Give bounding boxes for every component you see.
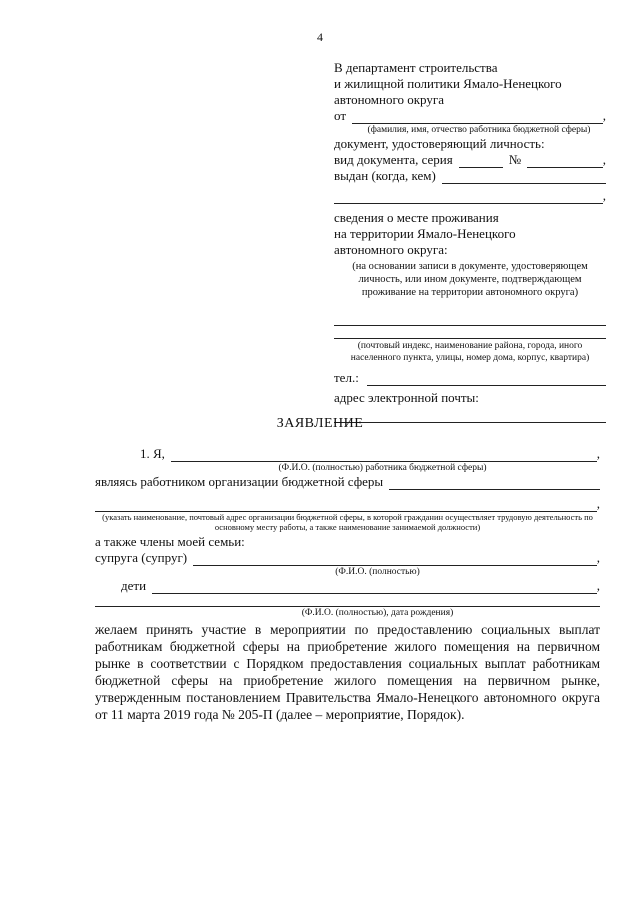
spouse-label: супруга (супруг) (95, 550, 188, 565)
email-label: адрес электронной почты: (334, 390, 479, 405)
number-sign: № (508, 152, 522, 167)
issued-row (334, 168, 606, 184)
phone-label: тел.: (334, 370, 359, 385)
addressee-block (334, 60, 606, 423)
family-label: а также члены моей семьи: (95, 534, 245, 549)
doc-type-label: вид документа, серия (334, 152, 453, 167)
address-caption: (почтовый индекс, наименование района, города, иного населенного пункта, улицы, номер дома, корпус, квартира) (350, 341, 590, 363)
children-field[interactable] (152, 581, 597, 594)
applicant-row (95, 446, 600, 462)
id-doc-label: документ, удостоверяющий личность: (334, 136, 545, 151)
spouse-field[interactable] (193, 553, 597, 566)
children-row (95, 578, 600, 594)
comma: , (602, 152, 606, 167)
document-title: ЗАЯВЛЕНИЕ (276, 416, 364, 431)
org-field[interactable] (389, 477, 600, 490)
children-label: дети (121, 578, 147, 593)
from-field[interactable] (352, 111, 603, 124)
item1-label: 1. Я, (140, 446, 165, 461)
addressee-line-1: В департамент строительства (334, 60, 498, 75)
comma: , (596, 496, 600, 511)
residence-line-3: автономного округа: (334, 242, 448, 257)
children-field-2[interactable] (95, 598, 600, 607)
issued-field-2[interactable] (334, 191, 603, 204)
doc-number-field[interactable] (527, 155, 603, 168)
org-row (95, 474, 600, 490)
issued-label: выдан (когда, кем) (334, 168, 436, 183)
children-caption: (Ф.И.О. (полностью), дата рождения) (301, 608, 454, 618)
addressee-line-3: автономного округа (334, 92, 444, 107)
phone-row (334, 370, 606, 386)
residence-line-1: сведения о месте проживания (334, 210, 499, 225)
issued-row-2 (334, 188, 606, 204)
phone-field[interactable] (367, 373, 606, 386)
comma: , (602, 108, 606, 123)
residence-note: (на основании записи в документе, удостоверяющем личность, или ином документе, подтверждающем проживание на территории автономного округа) (352, 261, 588, 298)
issued-field[interactable] (442, 171, 606, 184)
applicant-name-caption: (Ф.И.О. (полностью) работника бюджетной сферы) (278, 463, 487, 473)
address-field[interactable] (334, 313, 606, 326)
page-number: 4 (317, 30, 323, 44)
applicant-name-field[interactable] (171, 449, 597, 462)
from-row (334, 108, 606, 124)
org-label: являясь работником организации бюджетной сферы (95, 474, 384, 489)
from-caption: (фамилия, имя, отчество работника бюджетной сферы) (367, 125, 591, 135)
doc-series-field[interactable] (459, 155, 503, 168)
addressee-line-2: и жилищной политики Ямало-Ненецкого (334, 76, 562, 91)
address-field-2[interactable] (334, 332, 606, 339)
org-row-2 (95, 496, 600, 512)
comma: , (602, 188, 606, 203)
from-label: от (334, 108, 347, 123)
declaration-text: желаем принять участие в мероприятии по предоставлению социальных выплат работникам бюджетной сферы на приобретение жилого помещения на первичном рынке в соответствии с Порядком предоставления социальных выплат работникам бюджетной сферы на приобретение жилого помещения на первичном рынке, утвержденным постановлением Правительства Ямало-Ненецкого автономного округа от 11 марта 2019 года № 205-П (далее – мероприятие, Порядок). (95, 622, 600, 722)
org-field-2[interactable] (95, 499, 597, 512)
residence-line-2: на территории Ямало-Ненецкого (334, 226, 516, 241)
comma: , (596, 578, 600, 593)
comma: , (596, 550, 600, 565)
comma: , (596, 446, 600, 461)
statement-body (95, 446, 600, 723)
spouse-caption: (Ф.И.О. (полностью) (335, 567, 420, 577)
org-caption: (указать наименование, почтовый адрес организации бюджетной сферы, в которой гражданин осуществляет трудовую деятельность по основному месту работы, а также наименование занимаемой должности) (102, 512, 593, 532)
spouse-row (95, 550, 600, 566)
doc-type-row (334, 152, 606, 168)
